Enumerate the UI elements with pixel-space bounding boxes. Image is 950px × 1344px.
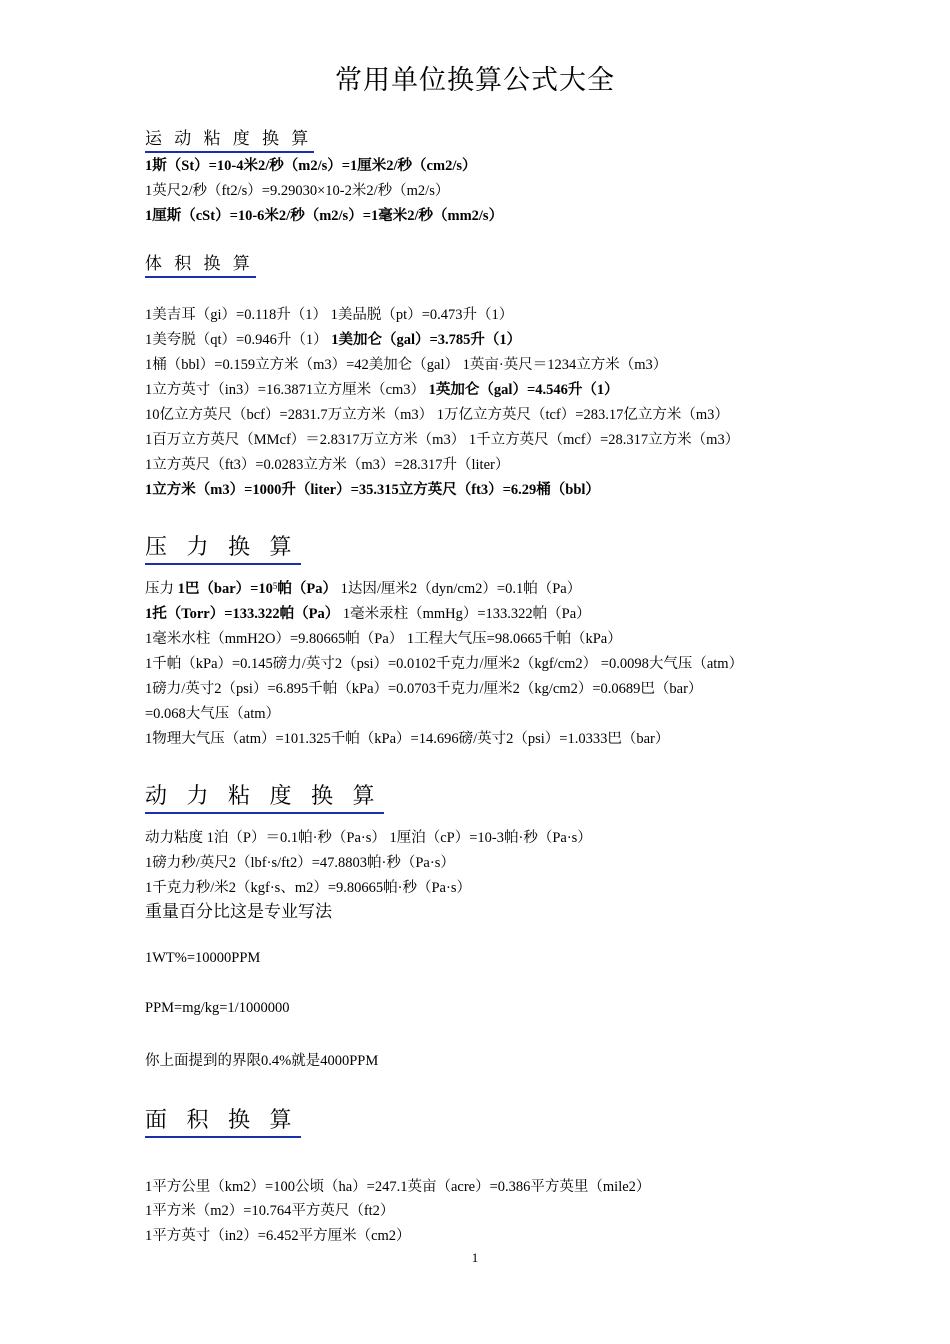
volume-line-2 (145, 328, 521, 349)
heading-volume: 体 积 换 算 (145, 249, 256, 278)
pressure-line-1d: 1达因/厘米2（dyn/cm2）=0.1帕（Pa） (337, 581, 582, 597)
volume-line-4 (145, 378, 619, 399)
dynamic-line-6: PPM=mg/kg=1/1000000 (145, 1000, 290, 1016)
dynamic-line-1: 动力粘度 1泊（P）＝0.1帕·秒（Pa·s） 1厘泊（cP）=10-3帕·秒（Pa·s） (145, 830, 592, 846)
pressure-line-2a: 1托（Torr）=133.322帕（Pa） (145, 606, 340, 622)
volume-line-3: 1桶（bbl）=0.159立方米（m3）=42美加仑（gal） 1英亩·英尺＝1234立方米（m3） (145, 357, 668, 373)
dynamic-line-2: 1磅力秒/英尺2（lbf·s/ft2）=47.8803帕·秒（Pa·s） (145, 855, 455, 871)
kinematic-line-3: 1厘斯（cSt）=10-6米2/秒（m2/s）=1毫米2/秒（mm2/s） (145, 208, 504, 224)
dynamic-line-3: 1千克力秒/米2（kgf·s、m2）=9.80665帕·秒（Pa·s） (145, 880, 471, 896)
page-title: 常用单位换算公式大全 (335, 65, 615, 95)
dynamic-line-5: 1WT%=10000PPM (145, 950, 261, 966)
heading-pressure: 压 力 换 算 (145, 530, 301, 565)
heading-kinematic-viscosity: 运 动 粘 度 换 算 (145, 124, 314, 153)
kinematic-line-2: 1英尺2/秒（ft2/s）=9.29030×10-2米2/秒（m2/s） (145, 183, 450, 199)
volume-line-7: 1立方英尺（ft3）=0.0283立方米（m3）=28.317升（liter） (145, 457, 510, 473)
pressure-line-7: 1物理大气压（atm）=101.325千帕（kPa）=14.696磅/英寸2（psi）=1.0333巴（bar） (145, 731, 670, 747)
pressure-line-1b: 1巴（bar）=10 (177, 581, 273, 597)
volume-line-1: 1美吉耳（gi）=0.118升（1） 1美品脱（pt）=0.473升（1） (145, 307, 514, 323)
volume-line-8: 1立方米（m3）=1000升（liter）=35.315立方英尺（ft3）=6.29桶（bbl） (145, 482, 600, 498)
pressure-line-1a: 压力 (145, 581, 178, 597)
pressure-line-2 (145, 602, 591, 623)
area-line-3: 1平方英寸（in2）=6.452平方厘米（cm2） (145, 1228, 411, 1244)
heading-area: 面 积 换 算 (145, 1103, 301, 1138)
volume-line-4a: 1立方英寸（in3）=16.3871立方厘米（cm3） (145, 382, 429, 398)
page-number: 1 (471, 1250, 479, 1265)
area-line-2: 1平方米（m2）=10.764平方英尺（ft2） (145, 1203, 395, 1219)
pressure-line-1c: 帕（Pa） (277, 581, 337, 597)
volume-line-6: 1百万立方英尺（MMcf）＝2.8317万立方米（m3） 1千立方英尺（mcf）=28.317立方米（m3） (145, 432, 740, 448)
kinematic-line-1: 1斯（St）=10-4米2/秒（m2/s）=1厘米2/秒（cm2/s） (145, 158, 477, 174)
pressure-line-3: 1毫米水柱（mmH2O）=9.80665帕（Pa） 1工程大气压=98.0665千帕（kPa） (145, 631, 622, 647)
volume-line-5: 10亿立方英尺（bcf）=2831.7万立方米（m3） 1万亿立方英尺（tcf）=283.17亿立方米（m3） (145, 407, 729, 423)
volume-line-4b: 1英加仑（gal）=4.546升（1） (428, 382, 619, 398)
area-line-1: 1平方公里（km2）=100公顷（ha）=247.1英亩（acre）=0.386平方英里（mile2） (145, 1179, 651, 1195)
dynamic-line-7: 你上面提到的界限0.4%就是4000PPM (145, 1053, 379, 1069)
pressure-line-5: 1磅力/英寸2（psi）=6.895千帕（kPa）=0.0703千克力/厘米2（kg/cm2）=0.0689巴（bar） (145, 681, 703, 697)
volume-line-2b: 1美加仑（gal）=3.785升（1） (331, 332, 522, 348)
pressure-line-1 (145, 577, 581, 598)
heading-dynamic-viscosity: 动 力 粘 度 换 算 (145, 779, 384, 814)
pressure-line-2b: 1毫米汞柱（mmHg）=133.322帕（Pa） (339, 606, 591, 622)
dynamic-line-4: 重量百分比这是专业写法 (145, 902, 332, 921)
pressure-exponent: 5 (272, 581, 278, 591)
pressure-line-6: =0.068大气压（atm） (145, 706, 281, 722)
pressure-line-4: 1千帕（kPa）=0.145磅力/英寸2（psi）=0.0102千克力/厘米2（kgf/cm2） =0.0098大气压（atm） (145, 656, 744, 672)
volume-line-2a: 1美夸脱（qt）=0.946升（1） (145, 332, 332, 348)
